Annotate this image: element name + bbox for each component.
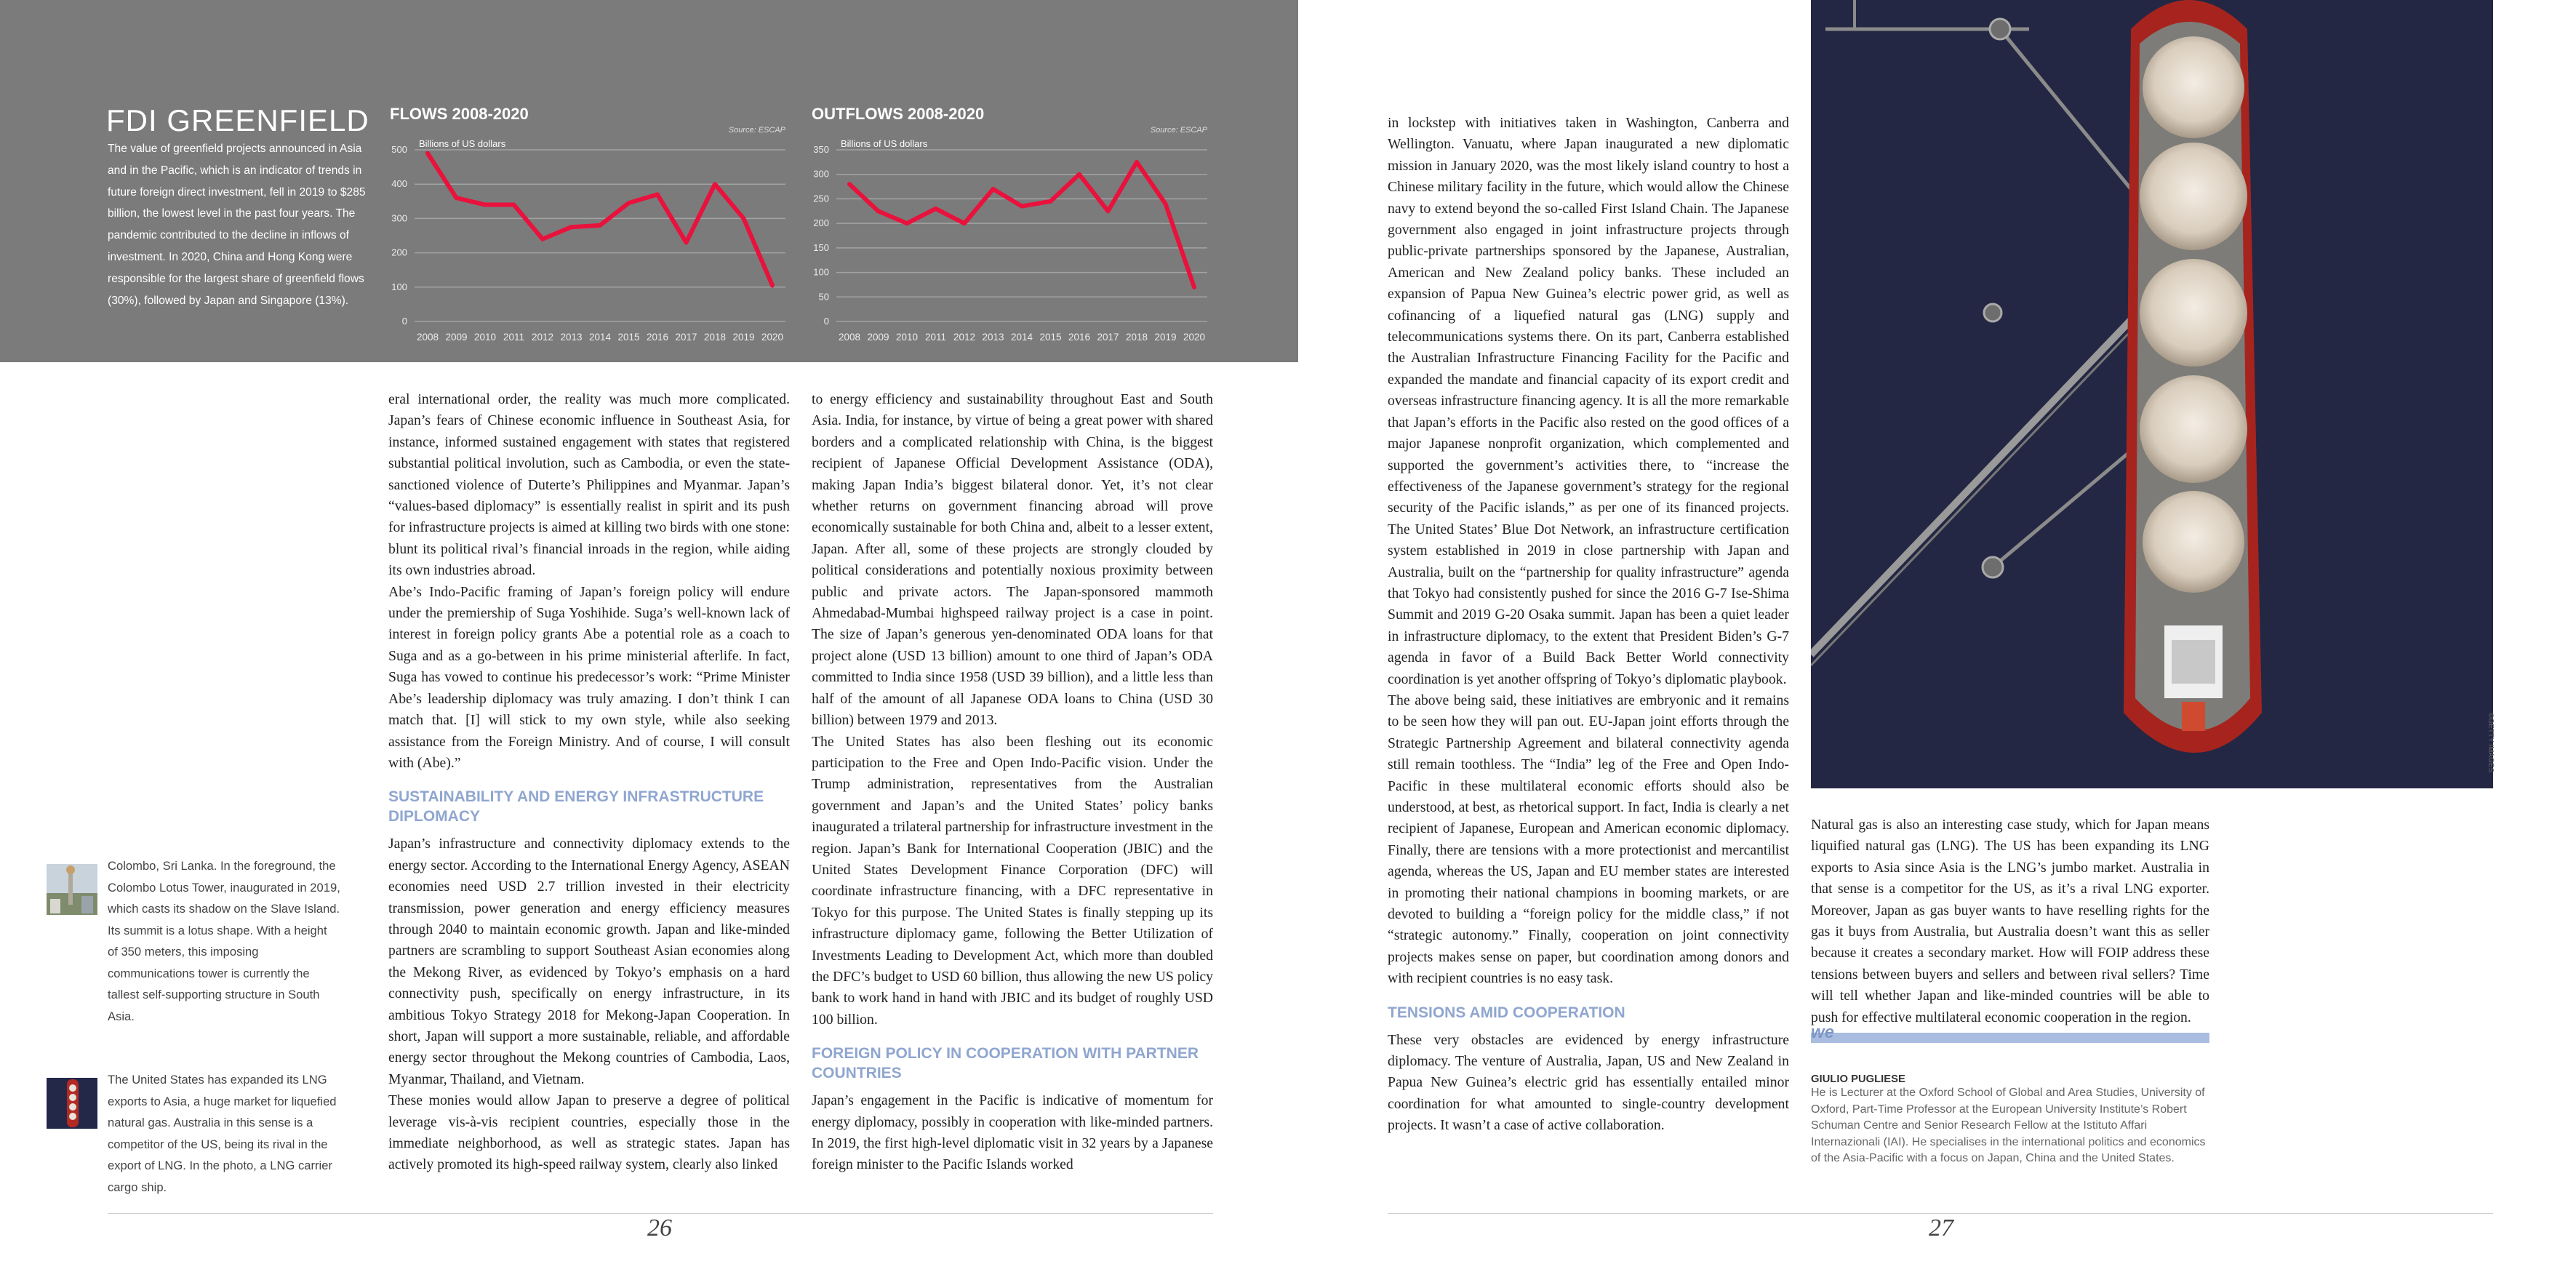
x-tick-label: 2015: [617, 332, 640, 343]
chart-source: Source: ESCAP: [728, 126, 785, 135]
lng-ship-thumbnail: [47, 1078, 97, 1129]
x-tick-label: 2020: [1183, 332, 1206, 343]
x-tick-label: 2018: [1125, 332, 1148, 343]
left-page-column-2: [812, 389, 1213, 1176]
photo-credit: ©GETTY IMAGES: [2487, 713, 2495, 773]
we-accent-bar: [1811, 1023, 2209, 1043]
footer-rule: [1388, 1213, 2493, 1214]
y-tick-label: 350: [813, 144, 829, 155]
y-tick-label: 100: [391, 281, 407, 292]
data-point: [541, 237, 545, 241]
data-point: [656, 193, 660, 196]
fdi-title: FDI GREENFIELD: [106, 103, 369, 137]
chart-flows-title: FLOWS 2008-2020: [390, 105, 529, 123]
chart-flows: [378, 124, 800, 349]
x-tick-label: 2009: [445, 332, 468, 343]
paragraph: Japan’s infrastructure and connectivity diplomacy extends to the energy sector. According to the International Energy Agency, ASEAN economies need USD 2.7 trillion invested in their electricity transmission, power generation and energy efficiency measures through 2040 to maintain economic growth. Japan and like-minded partners are scrambling to support Southeast Asian economies along the Mekong River, as evidenced by Tokyo’s emphasis on a hard connectivity push, specifically on energy infrastructure, in its ambitious Tokyo Strategy 2018 for Mekong-Japan Cooperation. In short, Japan will support a more sustainable, reliable, and affordable energy sector throughout the Mekong countries of Cambodia, Laos, Myanmar, Thailand, and Vietnam.: [388, 836, 790, 1087]
data-point: [905, 222, 909, 225]
y-tick-label: 400: [391, 178, 407, 190]
x-tick-label: 2012: [531, 332, 554, 343]
chart-source: Source: ESCAP: [1150, 126, 1207, 135]
fdi-infobox: [0, 0, 1298, 362]
x-tick-label: 2010: [473, 332, 497, 343]
data-point: [876, 209, 880, 213]
data-point: [742, 217, 745, 220]
x-tick-label: 2014: [1010, 332, 1033, 343]
data-point: [599, 223, 602, 227]
y-tick-label: 0: [823, 316, 829, 327]
data-point: [771, 284, 775, 287]
lng-carrier-photo: [1811, 0, 2493, 788]
x-tick-label: 2010: [895, 332, 919, 343]
data-point: [1020, 204, 1024, 208]
paragraph: Natural gas is also an interesting case study, which for Japan means liquified natural gas (LNG). The US has been expanding its LNG exports to Asia since Asia is the LNG’s jumbo market. Australia in that sense is a competitor for the US, as it’s a rival LNG exporter. Moreover, Japan as gas buyer wants to have reselling rights for the gas it buys from Australia, but Australia doesn’t want this as seller because it creates a secondary market. How will FOIP address these tensions between buyers and sellers and between rival sellers? Time will tell whether Japan and like-minded countries will be able to push for effective multilateral economic cooperation in the region.: [1811, 817, 2209, 1025]
x-tick-label: 2016: [1068, 332, 1091, 343]
lng-carrier-illustration: [1811, 0, 2493, 788]
sidebar-column: [1811, 815, 2209, 1167]
paragraph: Japan’s engagement in the Pacific is indicative of momentum for energy diplomacy, possibly in cooperation with like-minded partners. In 2019, the first high-level diplomatic visit in 32 years by a Japanese foreign minister to the Pacific Islands worked: [812, 1092, 1213, 1173]
y-tick-label: 200: [813, 217, 829, 229]
data-point: [963, 222, 967, 225]
x-tick-label: 2016: [646, 332, 669, 343]
data-point: [848, 183, 852, 186]
paragraph: The above being said, these initiatives are embryonic and it remains to be seen how they will pan out. EU-Japan joint efforts through the Strategic Partnership Agreement and bilateral connectivity agenda still remain toothless. The “India” leg of the Free and Open Indo-Pacific in these multilateral economic efforts should also be understood, at best, as rhetorical support. In fact, India is clearly a net recipient of Japanese, European and American economic diplomacy. Finally, there are tensions with a more protectionist and mercantilist agenda, whereas the US, Japan and EU member states are interested in promoting their national champions in booming markets, or are devoted to building a “foreign policy for the middle class,” if not “strategic autonomy.” Finally, cooperation on joint connectivity projects makes sense on paper, but coordination among donors and with recipient countries is no easy task.: [1388, 692, 1789, 987]
x-tick-label: 2011: [924, 332, 947, 343]
y-tick-label: 100: [813, 266, 829, 278]
paragraph: These very obstacles are evidenced by energy infrastructure diplomacy. The venture of Australia, Japan, US and New Zealand in Papua New Guinea’s electric grid has essentially entailed minor coordination for what amounted to single-country development projects. It wasn’t a case of active collaboration.: [1388, 1031, 1789, 1134]
data-point: [684, 241, 688, 244]
data-point: [512, 203, 516, 207]
colombo-thumbnail: [47, 864, 97, 915]
we-logo: we: [1811, 1023, 1835, 1043]
chart-subtitle: Billions of US dollars: [419, 138, 506, 149]
data-point: [426, 151, 430, 155]
x-tick-label: 2017: [675, 332, 697, 343]
chart-subtitle: Billions of US dollars: [841, 138, 928, 149]
series-line: [428, 153, 772, 286]
y-tick-label: 200: [391, 247, 407, 258]
x-tick-label: 2019: [1154, 332, 1177, 343]
data-point: [1049, 199, 1052, 203]
page-number: 26: [647, 1215, 672, 1241]
paragraph: in lockstep with initiatives taken in Washington, Canberra and Wellington. Vanuatu, where Japan inaugurated a new diplomatic mission in January 2020, was the most likely island country to host a Chinese military facility in the future, which would allow the Chinese navy to extend beyond the so-called First Island Chain. The Japanese government also engaged in joint infrastructure projects through public-private partnerships sponsored by the Japanese, Australian, American and New Zealand policy banks. These included an expansion of Papua New Guinea’s electric power grid, as well as cofinancing of a liquefied natural gas (LNG) supply and telecommunications systems there. On its part, Canberra established the Australian Infrastructure Financing Facility for the Pacific and expanded the mandate and financial capacity of its export credit and overseas infrastructure financing agency. It is all the more remarkable that Japan’s efforts in the Pacific also rested on the good offices of a major Japanese nonprofit organization, which complemented and supported the government’s activities there, to “increase the effectiveness of the Japanese government’s strategy for the regional security of the Pacific islands,” as per one of its financed projects. The United States’ Blue Dot Network, an infrastructure certification system established in 2019 in close partnership with Japan and Australia, built on the “partnership for quality infrastructure” agenda that Tokyo had consistently pushed for since the 2016 G-7 Ise-Shima Summit and 2019 G-20 Osaka summit. Japan has been a quiet leader in infrastructure diplomacy, to the extent that President Biden’s G-7 agenda in favor of a Build Back Better World connectivity coordination is yet another offspring of Tokyo’s diplomatic playbook.: [1388, 115, 1789, 687]
y-tick-label: 250: [813, 193, 829, 204]
left-page-column-1: [388, 389, 790, 1176]
x-tick-label: 2008: [416, 332, 439, 343]
chart-outflows: [800, 124, 1222, 349]
x-tick-label: 2015: [1039, 332, 1062, 343]
data-point: [1078, 172, 1081, 176]
author-name: GIULIO PUGLIESE: [1811, 1073, 1905, 1086]
caption-colombo: Colombo, Sri Lanka. In the foreground, the Colombo Lotus Tower, inaugurated in 2019, which casts its shadow on the Slave Island. Its summit is a lotus shape. With a height of 350 meters, this imposing communications tower is currently the tallest self-supporting structure in South Asia.: [108, 859, 340, 1023]
right-page-column-1: [1388, 113, 1789, 1137]
y-tick-label: 50: [818, 291, 829, 303]
x-tick-label: 2012: [953, 332, 976, 343]
data-point: [1193, 285, 1196, 289]
data-point: [1106, 209, 1110, 213]
caption-lng: The United States has expanded its LNG exports to Asia, a huge market for liquefied natural gas. Australia in this sense is a competitor of the US, being its rival in the export of LNG. In the photo, a LNG carrier cargo ship.: [108, 1073, 337, 1194]
data-point: [713, 183, 717, 186]
y-tick-label: 300: [813, 168, 829, 180]
footer-rule: [108, 1213, 1213, 1214]
x-tick-label: 2018: [703, 332, 727, 343]
paragraph: eral international order, the reality was much more complicated. Japan’s fears of Chinese economic influence in Southeast Asia, for instance, informed sustained engagement with states that registered substantial political involution, such as Cambodia, or even the state-sanctioned violence of Duterte’s Philippines and Myanmar. Japan’s “values-based diplomacy” is essentially realist in spirit and its push for infrastructure projects is aimed at killing two birds with one stone: blunt its political rival’s financial inroads in the region, while aiding its own industries abroad.: [388, 391, 790, 579]
data-point: [627, 201, 631, 205]
section-heading: SUSTAINABILITY AND ENERGY INFRASTRUCTURE DIPLOMACY: [388, 788, 764, 825]
x-tick-label: 2009: [867, 332, 889, 343]
data-point: [991, 187, 995, 191]
x-tick-label: 2013: [560, 332, 583, 343]
paragraph: to energy efficiency and sustainability throughout East and South Asia. India, for instance, by virtue of being a great power with shared borders and a complicated relationship with China, is the biggest recipient of Japanese Official Development Assistance (ODA), making Japan India’s biggest bilateral donor. Yet, it’s not clear whether returns on government financing abroad will prove economically sustainable for both China and, albeit to a lesser extent, Japan. After all, some of these projects are strongly clouded by political considerations and potentially noxious proximity between public and private actors. The Japan-sponsored mammoth Ahmedabad-Mumbai highspeed railway project is a case in point. The size of Japan’s generous yen-denominated ODA loans for that project alone (USD 13 billion) amount to one third of Japan’s ODA committed to India since 1958 (USD 39 billion), and a little less than half of the amount of all Japanese ODA loans to China (USD 30 billion) between 1979 and 2013.: [812, 391, 1213, 729]
x-tick-label: 2008: [838, 332, 861, 343]
data-point: [455, 196, 458, 200]
x-tick-label: 2011: [503, 332, 525, 343]
x-tick-label: 2013: [982, 332, 1004, 343]
data-point: [1164, 202, 1167, 206]
paragraph: The United States has also been fleshing out its economic participation to the Free and Open Indo-Pacific vision. Under the Trump administration, representatives from the Australian government and Japan’s and the United States’ policy banks inaugurated a trilateral partnership for infrastructure investment in the region. Japan’s Bank for International Cooperation (JBIC) and the United States Development Finance Corporation (DFC) will coordinate infrastructure financing, with a DFC representative in Tokyo for this purpose. The United States is finally stepping up its infrastructure diplomacy game, following the Better Utilization of Investments Leading to Development Act, which more than doubled the DFC’s budget to USD 60 billion, thus allowing the new US policy bank to work hand in hand with JBIC and its budget of roughly USD 100 billion.: [812, 733, 1213, 1028]
chart-outflows-title: OUTFLOWS 2008-2020: [812, 105, 985, 123]
y-tick-label: 300: [391, 212, 407, 224]
paragraph: These monies would allow Japan to preserve a degree of political leverage vis-à-vis recipient countries, especially those in the immediate neighborhood, as well as strategic states. Japan has actively promoted its high-speed railway system, clearly also linked: [388, 1092, 790, 1173]
data-point: [484, 203, 487, 207]
fdi-description: The value of greenfield projects announced in Asia and in the Pacific, which is an indicator of trends in future foreign direct investment, fell in 2019 to $285 billion, the lowest level in the past four years. The pandemic contributed to the decline in inflows of investment. In 2020, China and Hong Kong were responsible for the largest share of greenfield flows (30%), followed by Japan and Singapore (13%).: [108, 143, 366, 307]
section-heading: FOREIGN POLICY IN COOPERATION WITH PARTNER COUNTRIES: [812, 1045, 1199, 1082]
x-tick-label: 2017: [1097, 332, 1119, 343]
series-line: [849, 162, 1194, 287]
y-tick-label: 500: [391, 144, 407, 155]
data-point: [934, 207, 937, 210]
section-heading: TENSIONS AMID COOPERATION: [1388, 1004, 1625, 1021]
x-tick-label: 2019: [732, 332, 755, 343]
data-point: [569, 225, 573, 229]
y-tick-label: 0: [401, 316, 407, 327]
author-bio: He is Lecturer at the Oxford School of Global and Area Studies, University of Oxford, Part-Time Professor at the European University Institute’s Robert Schuman Centre and Senior Research Fellow at the Istituto Affari Internazionali (IAI). He specialises in the international politics and economics of the Asia-Pacific with a focus on Japan, China and the United States.: [1811, 1087, 2206, 1165]
x-tick-label: 2014: [588, 332, 612, 343]
page-number: 27: [1929, 1215, 1953, 1241]
right-page-column-2: [1811, 815, 2209, 1028]
x-tick-label: 2020: [761, 332, 784, 343]
y-tick-label: 150: [813, 241, 829, 253]
paragraph: Abe’s Indo-Pacific framing of Japan’s foreign policy will endure under the premiership of Suga Yoshihide. Suga’s well-known lack of interest in foreign policy grants Abe a potential role as a coach to Suga and as a go-between in his prime ministerial afterlife. In fact, Suga has vowed to continue his predecessor’s work: “Prime Minister Abe’s leadership diplomacy was truly amazing. I don’t think I can match that. [I] will stick to my own style, while also seeking assistance from the Foreign Ministry. And of course, I will consult with (Abe).”: [388, 583, 790, 771]
data-point: [1135, 160, 1139, 164]
